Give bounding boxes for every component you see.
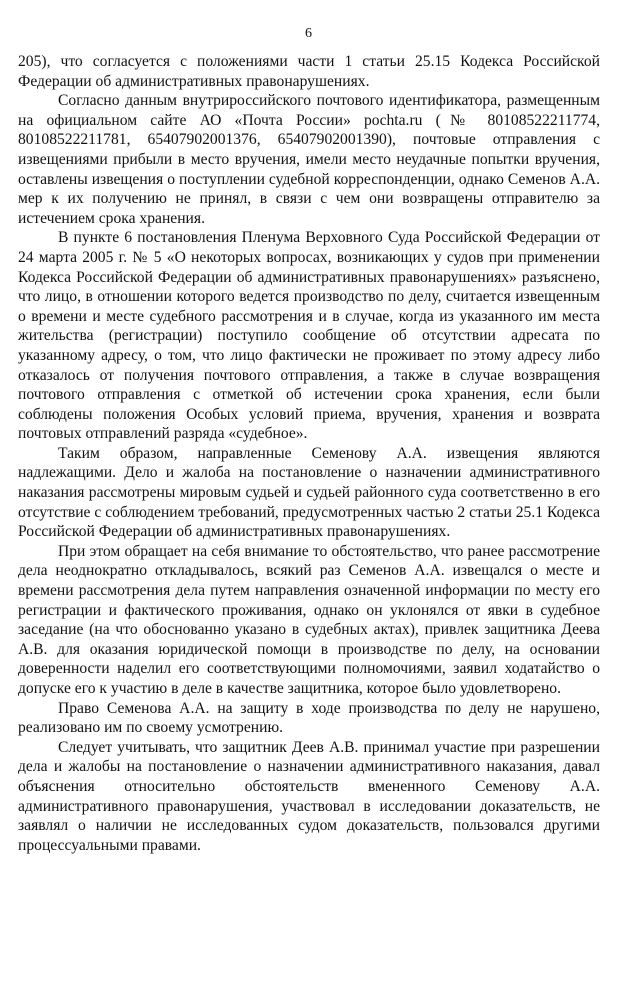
paragraph-postponements: При этом обращает на себя внимание то обстоятельство, что ранее рассмотрение дела неоднократно откладывалось, всякий раз Семенов А.А. извещался о месте и времени рассмотрения дела путем направления означенной информации по месту его регистрации и фактического проживания, однако он уклонялся от явки в судебное заседание (на что обоснованно указано в судебных актах), привлек защитника Деева А.В. для оказания юридической помощи в производстве по делу, на основании доверенности наделил его соответствующими полномочиями, заявил ходатайство о допуске его к участию в деле в качестве защитника, которое было удовлетворено. — [18, 542, 600, 697]
paragraph-continuation: 205), что согласуется с положениями части 1 статьи 25.15 Кодекса Российской Федерации об административных правонарушениях. — [18, 53, 600, 90]
page-number: 6 — [305, 26, 312, 41]
paragraph-plenum-clarification: В пункте 6 постановления Пленума Верховного Суда Российской Федерации от 24 марта 2005 г. № 5 «О некоторых вопросах, возникающих у судов при применении Кодекса Российской Федерации об административных правонарушениях» разъяснено, что лицо, в отношении которого ведется производство по делу, считается извещенным о времени и месте судебного рассмотрения и в случае, когда из указанного им места жительства (регистрации) поступило сообщение об отсутствии адресата по указанному адресу, о том, что лицо фактически не проживает по этому адресу либо отказалось от получения почтового отправления, а также в случае возвращения почтового отправления с отметкой об истечении срока хранения, если были соблюдены положения Особых условий приема, вручения, хранения и возврата почтовых отправлений разряда «судебное». — [18, 229, 600, 443]
paragraph-postal-tracking: Согласно данным внутрироссийского почтового идентификатора, размещенным на официальном сайте АО «Почта России» pochta.ru (№ 80108522211774, 80108522211781, 65407902001376, 65407902001390), почтовые отправления с извещениями прибыли в место вручения, имели место неудачные попытки вручения, оставлены извещения о поступлении судебной корреспонденции, однако Семенов А.А. мер к их получению не принял, в связи с чем они возвращены отправителю за истечением срока хранения. — [18, 92, 600, 227]
document-body — [18, 52, 600, 855]
paragraph-right-to-defense: Право Семенова А.А. на защиту в ходе производства по делу не нарушено, реализовано им по своему усмотрению. — [18, 699, 600, 737]
paragraph-proper-notice: Таким образом, направленные Семенову А.А. извещения являются надлежащими. Дело и жалоба на постановление о назначении административного наказания рассмотрены мировым судьей и судьей районного суда соответственно в его отсутствие с соблюдением требований, предусмотренных частью 2 статьи 25.1 Кодекса Российской Федерации об административных правонарушениях. — [18, 444, 600, 541]
paragraph-defender-participation: Следует учитывать, что защитник Деев А.В. принимал участие при разрешении дела и жалобы на постановление о назначении административного наказания, давал объяснения относительно обстоятельств вмененного Семенову А.А. административного правонарушения, участвовал в исследовании доказательств, не заявлял о наличии не исследованных судом доказательств, пользовался другими процессуальными правами. — [18, 738, 600, 854]
